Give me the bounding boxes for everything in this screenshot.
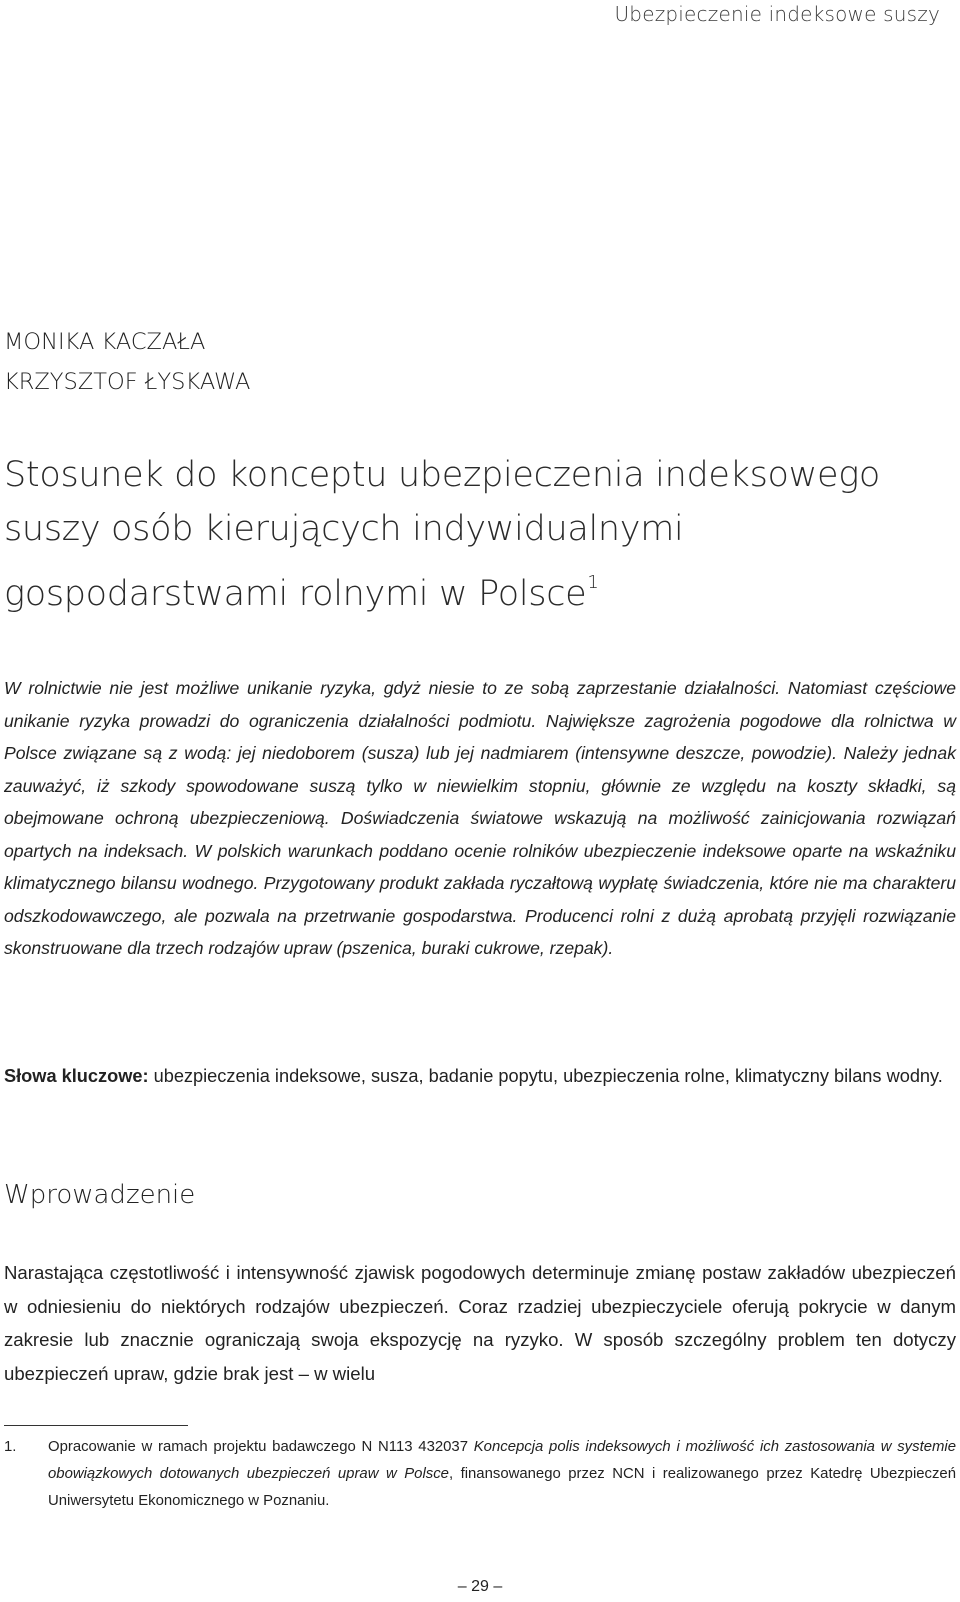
keywords-text: ubezpieczenia indeksowe, susza, badanie popytu, ubezpieczenia rolne, klimatyczny bilans wodny. [148,1066,943,1086]
running-header: Ubezpieczenie indeksowe suszy [614,2,940,26]
footnote-text [48,1434,956,1515]
section-heading: Wprowadzenie [4,1180,196,1210]
author-name: MONIKA KACZAŁA [4,329,206,355]
footnote-number: 1. [4,1439,17,1455]
footnote-reference[interactable]: 1 [587,572,599,593]
paper-title [4,448,954,621]
title-line: Stosunek do konceptu ubezpieczenia indeksowego [4,455,881,495]
title-line-last [4,556,954,621]
authors-block [4,322,250,402]
keywords [4,1060,956,1093]
footnote [4,1434,956,1515]
title-line: suszy osób kierujących indywidualnymi [4,509,684,549]
intro-paragraph: Narastająca częstotliwość i intensywność zjawisk pogodowych determinuje zmianę postaw zakładów ubezpieczeń w odniesieniu do niektórych rodzajów ubezpieczeń. Coraz rzadziej ubezpieczyciele oferują pokrycie w danym zakresie lub znacznie ograniczają swoja ekspozycję na ryzyko. W sposób szczególny problem ten dotyczy ubezpieczeń upraw, gdzie brak jest – w wielu [4,1262,956,1384]
footnote-text-after: , finansowanego przez NCN i realizowanego przez Katedrę Ubezpieczeń Uniwersytetu Ekonomicznego w Poznaniu. [48,1466,956,1509]
keywords-label: Słowa kluczowe: [4,1066,149,1086]
page-number: – 29 – [457,1578,503,1595]
author-name: KRZYSZTOF ŁYSKAWA [4,369,251,395]
footnote-text-before: Opracowanie w ramach projektu badawczego N N113 432037 [48,1439,474,1455]
abstract: W rolnictwie nie jest możliwe unikanie ryzyka, gdyż niesie to ze sobą zaprzestanie działalności. Natomiast częściowe unikanie ryzyka prowadzi do ograniczenia działalności podmiotu. Największe zagrożenia pogodowe dla rolnictwa w Polsce związane są z wodą: jej niedoborem (susza) lub jej nadmiarem (intensywne deszcze, powodzie). Należy jednak zauważyć, iż szkody spowodowane suszą tylko w niewielkim stopniu, głównie ze względu na koszty składki, są obejmowane ochroną ubezpieczeniową. Doświadczenia światowe wskazują na możliwość zainicjowania rozwiązań opartych na indeksach. W polskich warunkach poddano ocenie rolników ubezpieczenie indeksowe oparte na wskaźniku klimatycznego bilansu wodnego. Przygotowany produkt zakłada ryczałtową wypłatę świadczenia, które nie ma charakteru odszkodowawczego, ale pozwala na przetrwanie gospodarstwa. Producenci rolni z dużą aprobatą przyjęli rozwiązanie skonstruowane dla trzech rodzajów upraw (pszenica, buraki cukrowe, rzepak). [4,678,956,958]
title-line: gospodarstwami rolnymi w Polsce [4,574,587,614]
footnote-divider [4,1425,188,1426]
footnote-project-title: Koncepcja polis indeksowych i możliwość ich zastosowania w systemie obowiązkowych dotowanych ubezpieczeń upraw w Polsce [48,1439,956,1482]
